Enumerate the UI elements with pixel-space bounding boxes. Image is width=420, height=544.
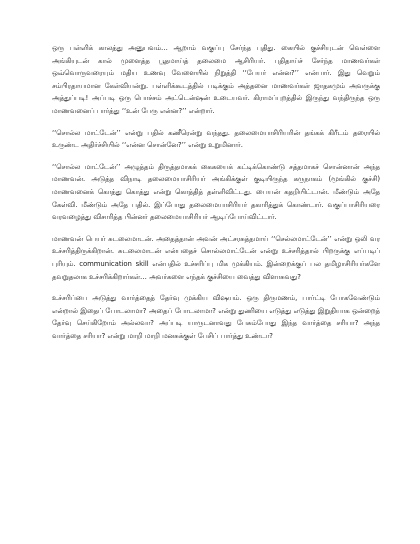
paragraph-3: ‘‘சொல்ல மாட்டேன்’’ அழுத்தம் திருத்தமாகக் கைகயைக் கட்டிக்கொண்டு சத்தமாகச் சொன்னான் அந்த மாணவன். அடுத்த விநாடி தலைமையாசிரியர் அங்கிக்குள் குடியிருந்த கருநாகம் (மூங்கில் குச்சி) மாணவனைக் கொத்து கொத்து என்று கொத்தித் தள்ளிவிட்டது. பையன் கதறியிட்டான். மீண்டும் அதே கேள்வி. மீண்டும் அதே பதில். இப்போது தலைமையாசிரியர் தகாரித்துக் கொண்டார். வகுப்பாசிரியரை வரவழைத்து விசாரித்த பின்னர் தலைமையாசிரியர் ஆடிப்போய்விட்டார். bbox=[52, 162, 380, 222]
paragraph-4: மாணவன் பெயர் சுடலைமாடன். அதைத்தான் அவன் அட்சரசுத்தமாய் ‘‘செல்லமாட்டேன்’’ என்று ஒலி வர உச்சரித்திருக்கிறான். சுடலைமாடன் என்பதைச் சொல்லமாட்டேன் என்று உச்சரித்தால் பிறருக்கு எப்படிப் புரியும். communication skill என்பதில் உச்சரிப்பு மிக முக்கியம். இன்றைக்குப் பல தமிழாசிரியர்களே தவறுதலாக உச்சரிக்கிறார்கள்… அவர்களை எந்தக் குச்சியை வைத்து விளாசுவது? bbox=[52, 234, 380, 281]
paragraph-5: உச்சரிப்பை அடுத்து வார்த்தைத் தேர்வு முக்கிய விஷயம். ஒரு திருமணம், பார்ட்டி போகவேண்டும் என்றால் இதைப் போடலாமா? அதைப் போடலாமா? என்று துணியை எடுத்து எடுத்து இறுதியாக ஒன்றைத் தேர்வு செய்கிறோம் அல்லவா? அப்படி யாருடனாவது பேசும்போது இந்த வார்த்தை சரியா? அந்த வார்த்தை சரியா? என்று மாறி மாறி மனசுக்குள் பேசிப் பார்த்து உண்டா? bbox=[52, 294, 380, 340]
paragraph-2: ‘‘சொல்ல மாட்டேன்’’ என்று பதில் கணீரென்று வந்தது. தலைமையாசிரியரின் தங்கக் கிரீடம் தரையில் உருண்ட அதிர்ச்சியில் ‘‘என்ன சொன்னே?’’ என்று உறுமினார். bbox=[52, 128, 380, 150]
paragraph-1: ஒரு பள்ளிக் காலத்து அனுபவம்… ஆறாம் வகுப்பு சேர்ந்த புதிது. கையில் குச்சியுடன் வெள்ளை அங்கியுடன் கால் முளைத்த பூதமாய்த் தலைமை ஆசிரியர். புதிதாய்ச் சேர்ந்த மாணவர்கள் ஒவ்வொருவரையும் மதிய உணவு வேளையில் நிறுத்தி ‘‘பேயர் என்ன?’’ என்பார். இது வெறும் சம்பிரதாயமான கேள்வியன்று. பள்ளிக்கூடத்தில் படிக்கும் அத்தனை மாணவர்கள் ஜாதகமும் அவருக்கு அத்துப்படி! அப்படி ஒரு பொச்சம் அட்டென்ஷன் உடையவர். கிராமப்புறத்தில் இருந்து வந்திருந்த ஒரு மாணவனைப் பார்த்து ‘‘உன் பேரு என்ன?’’ என்றார். bbox=[52, 44, 380, 115]
